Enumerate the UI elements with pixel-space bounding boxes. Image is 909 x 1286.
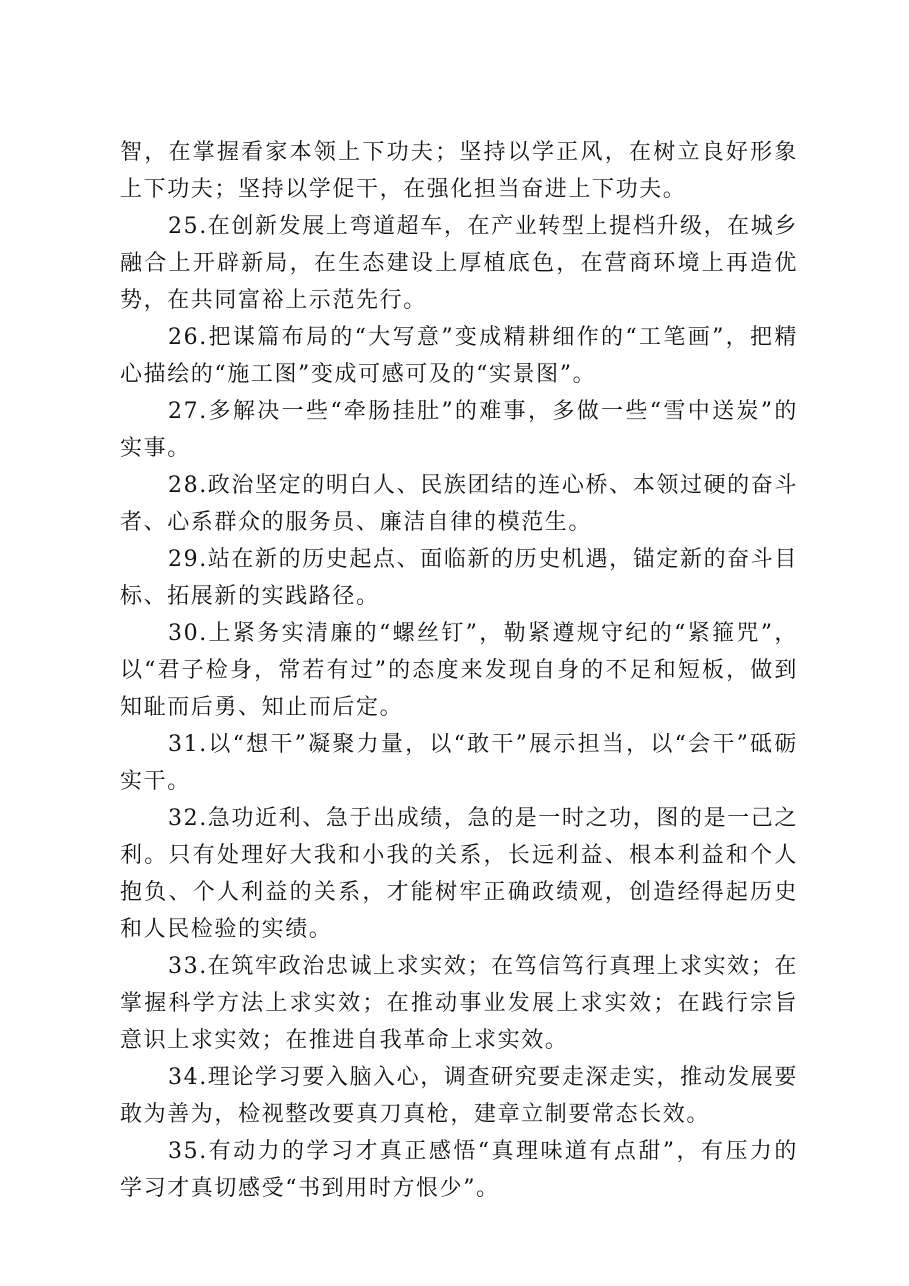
paragraph-item-32: 32.急功近利、急于出成绩，急的是一时之功，图的是一己之利。只有处理好大我和小我的关系，长远利益、根本利益和个人抱负、个人利益的关系，才能树牢正确政绩观，创造经得起历史和人民检验的实绩。 (120, 806, 798, 942)
paragraph-item-31: 31.以“想干”凝聚力量，以“敢干”展示担当，以“会干”砥砺实干。 (120, 732, 798, 794)
paragraph-item-27: 27.多解决一些“牵肠挂肚”的难事，多做一些“雪中送炭”的实事。 (120, 399, 798, 461)
document-page (120, 134, 798, 1207)
paragraph-item-34: 34.理论学习要入脑入心，调查研究要走深走实，推动发展要敢为善为，检视整改要真刀真枪，建章立制要常态长效。 (120, 1065, 798, 1127)
paragraph-item-28: 28.政治坚定的明白人、民族团结的连心桥、本领过硬的奋斗者、心系群众的服务员、廉洁自律的模范生。 (120, 473, 798, 535)
paragraph-item-30: 30.上紧务实清廉的“螺丝钉”，勒紧遵规守纪的“紧箍咒”，以“君子检身，常若有过”的态度来发现自身的不足和短板，做到知耻而后勇、知止而后定。 (120, 621, 798, 720)
paragraph-continuation: 智，在掌握看家本领上下功夫；坚持以学正风，在树立良好形象上下功夫；坚持以学促干，在强化担当奋进上下功夫。 (120, 140, 798, 202)
paragraph-item-25: 25.在创新发展上弯道超车，在产业转型上提档升级，在城乡融合上开辟新局，在生态建设上厚植底色，在营商环境上再造优势，在共同富裕上示范先行。 (120, 214, 798, 313)
paragraph-item-33: 33.在筑牢政治忠诚上求实效；在笃信笃行真理上求实效；在掌握科学方法上求实效；在推动事业发展上求实效；在践行宗旨意识上求实效；在推进自我革命上求实效。 (120, 954, 798, 1053)
paragraph-item-35: 35.有动力的学习才真正感悟“真理味道有点甜”，有压力的学习才真切感受“书到用时方恨少”。 (120, 1139, 798, 1201)
paragraph-item-29: 29.站在新的历史起点、面临新的历史机遇，锚定新的奋斗目标、拓展新的实践路径。 (120, 547, 798, 609)
paragraph-item-26: 26.把谋篇布局的“大写意”变成精耕细作的“工笔画”，把精心描绘的“施工图”变成可感可及的“实景图”。 (120, 325, 798, 387)
